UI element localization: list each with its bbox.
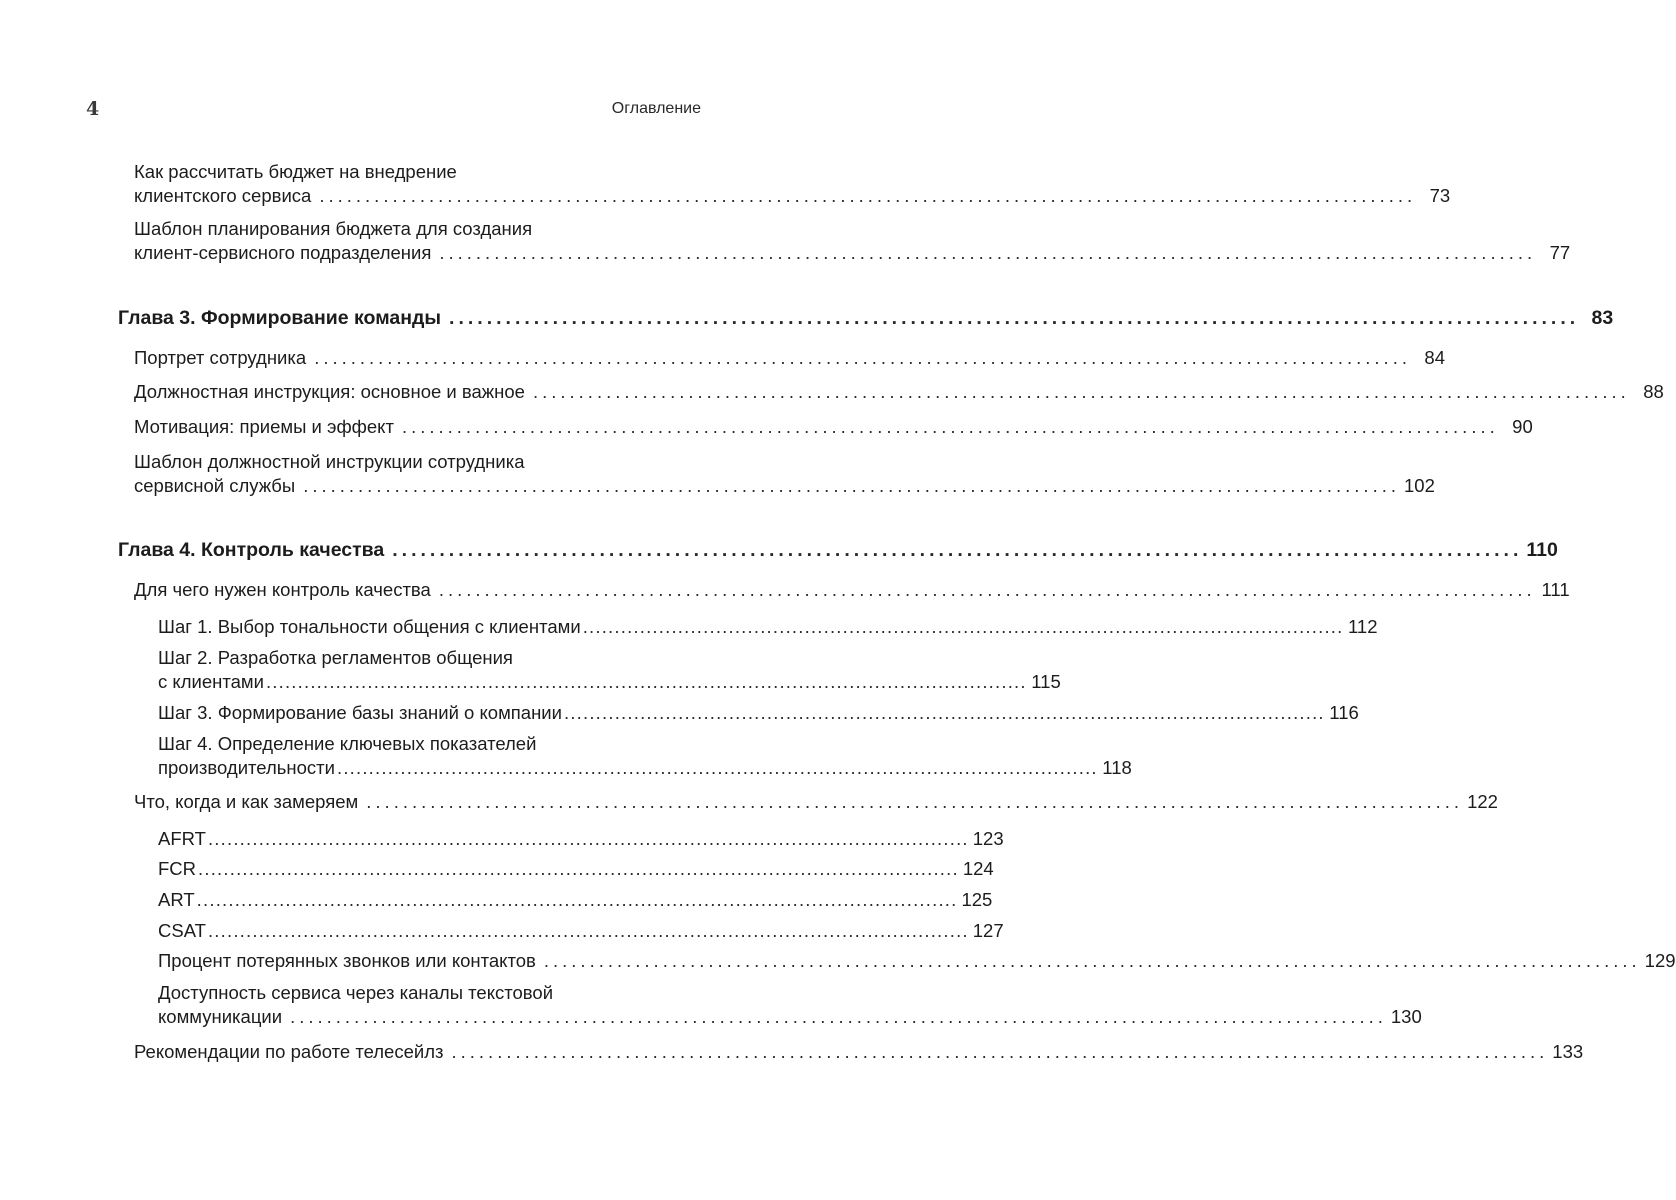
dot-leader: ........................................................................................................................ xyxy=(196,889,958,910)
toc-entry[interactable] xyxy=(0,732,1132,780)
toc-entry[interactable] xyxy=(0,1040,1584,1064)
toc-entry[interactable] xyxy=(0,827,1004,851)
toc-entry-page-number: 84 xyxy=(1424,347,1445,368)
toc-entry-title: Шаг 1. Выбор тональности общения с клиентами xyxy=(158,616,581,637)
toc-entry-leader-line xyxy=(158,756,1132,780)
toc-entry-title: коммуникации xyxy=(158,1006,283,1027)
toc-entry-page-number: 112 xyxy=(1347,616,1378,637)
dot-leader: ........................................................................................................................ xyxy=(582,616,1344,637)
dot-leader: ........................................................................................................................ xyxy=(438,579,1536,600)
toc-entry[interactable] xyxy=(0,380,1664,404)
running-title: Оглавление xyxy=(611,100,701,117)
toc-entry-title: клиент-сервисного подразделения xyxy=(134,242,432,263)
toc-entry-leader-line xyxy=(118,538,1558,562)
dot-leader: ........................................................................................................................ xyxy=(532,381,1630,402)
toc-entry-leader-line xyxy=(158,949,1676,973)
toc-entry-title-line: Доступность сервиса через каналы текстовой xyxy=(158,982,554,1003)
toc-entry-title: Для чего нужен контроль качества xyxy=(134,579,431,600)
toc-entry[interactable] xyxy=(0,578,1570,602)
toc-entry-title: клиентского сервиса xyxy=(134,185,312,206)
dot-leader: ........................................................................................................................ xyxy=(336,757,1098,778)
toc-entry-title: Что, когда и как замеряем xyxy=(134,791,359,812)
toc-entry-page-number: 110 xyxy=(1526,539,1558,561)
toc-entry-page-number: 90 xyxy=(1512,416,1533,437)
dot-leader: ........................................................................................................................ xyxy=(207,828,969,849)
toc-entry-title-line: Как рассчитать бюджет на внедрение xyxy=(134,161,457,182)
toc-entry-title: производительности xyxy=(158,757,335,778)
toc-entry-page-number: 123 xyxy=(972,828,1004,849)
toc-entry[interactable] xyxy=(0,615,1378,639)
toc-entry-leader-line xyxy=(158,1005,1422,1029)
toc-entry-leader-line xyxy=(134,380,1664,404)
toc-entry-title: Шаг 3. Формирование базы знаний о компании xyxy=(158,702,562,723)
toc-entry-page-number: 111 xyxy=(1541,579,1570,600)
toc-entry[interactable] xyxy=(0,450,1435,498)
toc-entry-title: сервисной службы xyxy=(134,475,296,496)
toc-entry-title: Мотивация: приемы и эффект xyxy=(134,416,394,437)
toc-entry[interactable] xyxy=(0,701,1359,725)
toc-entry-leader-line xyxy=(134,184,1451,208)
toc-entry[interactable] xyxy=(0,919,1004,943)
dot-leader: ........................................................................................................................ xyxy=(319,185,1417,206)
dot-leader: ........................................................................................................................ xyxy=(290,1006,1387,1027)
toc-entry-leader-line xyxy=(158,919,1004,943)
toc-entry-leader-line xyxy=(134,241,1571,265)
toc-entry[interactable] xyxy=(0,857,994,881)
toc-entry-page-number: 125 xyxy=(961,889,993,910)
toc-entry-title: Должностная инструкция: основное и важное xyxy=(134,381,525,402)
toc-entry-leader-line xyxy=(158,615,1378,639)
toc-entry[interactable] xyxy=(0,346,1445,370)
toc-entry-leader-line xyxy=(158,701,1359,725)
toc-entry-title-line: Шаблон планирования бюджета для создания xyxy=(134,218,533,239)
toc-entry[interactable] xyxy=(0,646,1061,694)
toc-entry-title: CSAT xyxy=(158,920,206,941)
toc-entry-leader-line xyxy=(134,1040,1584,1064)
toc-entry-page-number: 124 xyxy=(962,858,994,879)
toc-entry-title-line: Шаг 2. Разработка регламентов общения xyxy=(158,647,513,668)
toc-entry-title: Процент потерянных звонков или контактов xyxy=(158,950,536,971)
toc-entry-title: AFRT xyxy=(158,828,206,849)
dot-leader: ........................................................................................................................ xyxy=(314,347,1411,368)
toc-entry-leader-line xyxy=(158,888,993,912)
toc-entry-leader-line xyxy=(134,346,1445,370)
dot-leader: ........................................................................................................................ xyxy=(303,475,1400,496)
dot-leader: ........................................................................................................................ xyxy=(198,858,959,879)
dot-leader: ........................................................................................................................ xyxy=(543,950,1641,971)
toc-entry[interactable] xyxy=(0,888,993,912)
toc-entry-leader-line xyxy=(158,827,1004,851)
toc-entry-page-number: 102 xyxy=(1404,475,1435,496)
dot-leader: ........................................................................................................................ xyxy=(265,671,1027,692)
toc-entry-leader-line xyxy=(118,306,1614,330)
toc-entry-page-number: 129 xyxy=(1644,950,1676,971)
toc-entry-leader-line xyxy=(134,474,1435,498)
toc-entry-page-number: 130 xyxy=(1390,1006,1422,1027)
dot-leader: ........................................................................................................................ xyxy=(401,416,1499,437)
toc-entry-leader-line xyxy=(158,857,994,881)
toc-entry-page-number: 115 xyxy=(1031,671,1061,692)
toc-entry-title: ART xyxy=(158,889,195,910)
toc-entry-leader-line xyxy=(134,578,1570,602)
dot-leader: ........................................................................................................................ xyxy=(449,307,1580,329)
toc-entry-title-line: Шаблон должностной инструкции сотрудника xyxy=(134,451,525,472)
toc-entry-page-number: 88 xyxy=(1643,381,1664,402)
toc-entry-title: Рекомендации по работе телесейлз xyxy=(134,1041,444,1062)
toc-entry-page-number: 73 xyxy=(1429,185,1451,206)
toc-entry[interactable] xyxy=(0,160,1451,208)
toc-entry-title: Портрет сотрудника xyxy=(134,347,307,368)
toc-entry[interactable] xyxy=(0,306,1614,330)
toc-entry-leader-line xyxy=(134,415,1533,439)
toc-entry-leader-line xyxy=(134,790,1498,814)
toc-entry-page-number: 122 xyxy=(1467,791,1498,812)
toc-entry[interactable] xyxy=(0,981,1422,1029)
toc-entry-title: Глава 3. Формирование команды xyxy=(118,307,442,329)
dot-leader: ........................................................................................................................ xyxy=(207,920,969,941)
toc-entry-title-line: Шаг 4. Определение ключевых показателей xyxy=(158,733,537,754)
toc-entry[interactable] xyxy=(0,790,1498,814)
toc-entry[interactable] xyxy=(0,217,1571,265)
toc-entry-page-number: 118 xyxy=(1102,757,1132,778)
toc-entry-title: FCR xyxy=(158,858,197,879)
toc-entry-page-number: 116 xyxy=(1329,702,1359,723)
toc-entry-page-number: 83 xyxy=(1591,307,1614,329)
dot-leader: ........................................................................................................................ xyxy=(392,539,1523,561)
toc-entry-page-number: 77 xyxy=(1549,242,1571,263)
toc-entry-title: Глава 4. Контроль качества xyxy=(118,539,385,561)
toc-entry[interactable] xyxy=(0,415,1533,439)
dot-leader: ........................................................................................................................ xyxy=(439,242,1537,263)
dot-leader: ........................................................................................................................ xyxy=(451,1041,1549,1062)
toc-entry-page-number: 133 xyxy=(1552,1041,1584,1062)
dot-leader: ........................................................................................................................ xyxy=(366,791,1464,812)
dot-leader: ........................................................................................................................ xyxy=(563,702,1325,723)
page-number: 4 xyxy=(86,98,100,120)
toc-entry-leader-line xyxy=(158,670,1061,694)
toc-entry[interactable] xyxy=(0,949,1676,973)
toc-entry[interactable] xyxy=(0,538,1558,562)
toc-entry-page-number: 127 xyxy=(972,920,1004,941)
toc-entry-title: с клиентами xyxy=(158,671,264,692)
